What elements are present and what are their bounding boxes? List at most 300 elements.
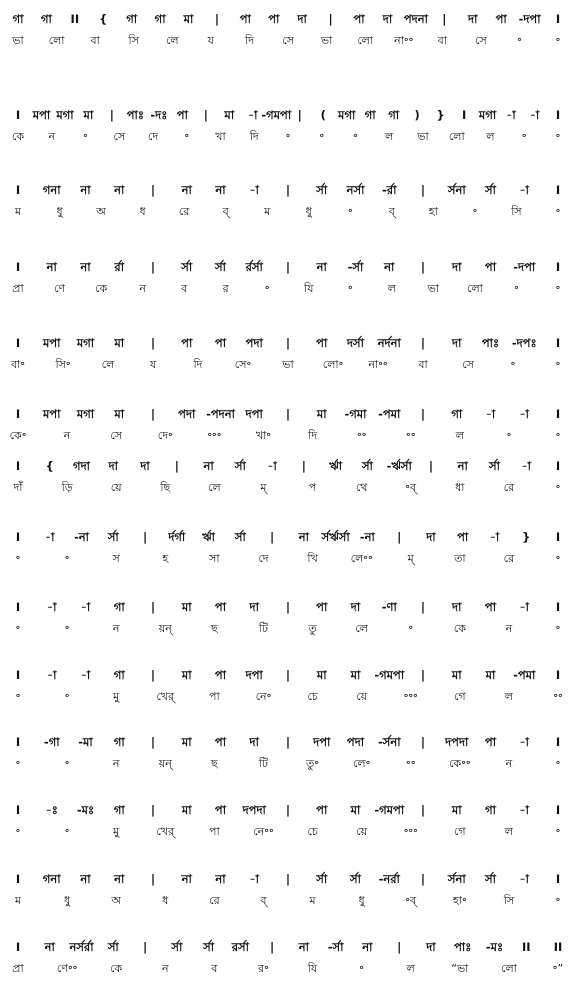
lyric-syllable: লো [500,962,517,975]
swara-note: -া [267,459,277,473]
lyric-line [0,280,580,298]
swara-note: দা [452,336,462,350]
lyric-syllable: য়ে [356,690,368,703]
lyric-syllable: লো [448,130,465,143]
lyric-line [0,550,580,568]
swara-note: } [522,530,531,544]
lyric-line [0,620,580,638]
swara-note: -দপঃ [511,336,537,350]
swara-note: II [553,940,563,954]
swara-note: I [15,668,21,682]
lyric-line [0,892,580,910]
lyric-syllable: ॰ [555,282,561,295]
swara-note: না [114,183,125,197]
lyric-syllable: চে [307,690,318,703]
swara-note: গদা [73,459,90,473]
lyric-syllable: ল [486,130,495,143]
lyric-syllable: নে॰॰ [253,825,274,838]
swara-note: | [420,600,426,614]
swara-note: র্সা [107,940,119,954]
swara-note: | [285,183,291,197]
lyric-syllable: ল [406,962,415,975]
lyric-syllable: টি [258,757,269,770]
lyric-syllable: ॰ [285,130,291,143]
lyric-syllable: ন [161,962,169,975]
lyric-syllable: ॰ [521,130,527,143]
swara-note: র্সা [203,940,215,954]
lyric-syllable: ন [48,130,56,143]
lyric-syllable: ॰ [555,622,561,635]
lyric-syllable: ণে॰॰ [56,962,78,975]
lyric-syllable: য়ন্ [158,757,172,770]
swara-note: দা [426,940,436,954]
swara-note: না [384,260,395,274]
swara-note: -া [521,459,531,473]
notation-stave [0,870,580,914]
notation-stave [0,181,580,225]
swara-note: -দপা [513,260,536,274]
swara-note: পা [484,260,497,274]
swara-note: দা [249,735,259,749]
lyric-syllable: ॰ [15,757,21,770]
lyric-syllable: লো [466,282,483,295]
swara-line [0,938,580,956]
notation-stave [0,334,580,378]
swara-line [0,598,580,616]
swara-line [0,258,580,276]
lyric-syllable: ॰ [514,282,519,295]
lyric-syllable: ন [63,429,71,442]
lyric-syllable: ॰ [15,622,21,635]
lyric-syllable: ছ [211,757,218,770]
lyric-syllable: হা [428,205,438,218]
lyric-syllable: ॰ [15,552,21,565]
swara-note: মা [114,336,125,350]
swara-note: | [150,407,156,421]
swara-note: -া [519,735,529,749]
lyric-syllable: সে [462,358,474,371]
swara-note: মা [350,668,361,682]
swara-note: দা [249,600,259,614]
swara-note: -া [519,183,529,197]
swara-note: র্সা [215,260,226,274]
swara-note: না [181,872,192,886]
lyric-syllable: ন [505,757,513,770]
swara-note: না [215,183,226,197]
swara-note: I [15,108,21,122]
lyric-syllable: দি [193,358,203,371]
lyric-line [0,688,580,706]
swara-note: মগা [478,108,497,122]
lyric-syllable: বা [90,34,100,47]
swara-note: দপা [245,668,263,682]
lyric-syllable: র॰ [258,962,269,975]
lyric-syllable: ॰ [64,825,70,838]
swara-note: দা [452,600,462,614]
swara-note: | [150,668,156,682]
lyric-line [0,32,580,50]
notation-stave [0,666,580,710]
lyric-syllable: ॰ [64,552,70,565]
lyric-syllable: ॰ [15,690,21,703]
lyric-syllable: ॰ [555,481,561,494]
notation-stave [0,457,580,501]
swara-note: -া [519,872,529,886]
swara-note: -া [80,600,91,614]
swara-note: | [285,735,291,749]
lyric-syllable: সে [282,34,294,47]
swara-note: পদা [245,336,263,350]
lyric-syllable: প্রা [12,282,24,295]
lyric-syllable: রে [209,894,220,907]
swara-note: র্সা [171,940,183,954]
swara-note: | [174,459,179,473]
swara-note: মা [451,803,462,817]
swara-note: I [555,459,561,473]
swara-note: | [420,668,426,682]
swara-note: -া [485,407,496,421]
lyric-syllable: ॰॰ [356,429,367,442]
lyric-syllable: ॰ [517,34,522,47]
swara-note: দর্সা [347,336,364,350]
swara-line [0,106,580,124]
lyric-syllable: সে [113,130,126,143]
lyric-syllable: খের্ [156,825,175,838]
swara-note: | [150,336,156,350]
swara-note: | [270,530,275,544]
swara-note: র্সনা [447,872,466,886]
swara-note: -গমপা [374,668,405,682]
swara-note: -পদনা [206,407,235,421]
swara-note: -নর্রা [378,872,400,886]
notation-stave [0,938,580,982]
lyric-syllable: লে॰॰ [350,552,373,565]
swara-note: পা [457,530,469,544]
swara-note: মপা [32,108,51,122]
swara-note: গা [113,803,125,817]
lyric-syllable: ॰ [64,622,70,635]
swara-note: না [298,530,309,544]
swara-note: -গমপা [261,108,292,122]
lyric-syllable: ম [14,205,22,218]
lyric-syllable: ম্ [260,481,267,494]
swara-note: I [555,530,561,544]
lyric-syllable: ব্ [222,205,229,218]
notation-stave [0,733,580,777]
swara-note: গা [126,12,138,26]
lyric-line [0,128,580,146]
swara-note: দা [297,12,307,26]
swara-note: | [142,940,148,954]
swara-note: পদা [178,407,196,421]
swara-note: দা [108,459,118,473]
swara-note: -মঃ [76,803,95,817]
swara-note: গা [388,108,400,122]
lyric-syllable: ম [264,205,271,218]
lyric-syllable: হ [162,552,169,565]
lyric-syllable: খা॰ [255,429,272,442]
lyric-syllable: নে॰ [255,690,272,703]
lyric-syllable: য়ন্ [158,622,172,635]
swara-note: | [420,260,426,274]
lyric-syllable: ॰ [353,130,358,143]
lyric-syllable: য [207,34,215,47]
lyric-syllable: দে॰ [157,429,173,442]
lyric-line [0,960,580,978]
swara-note: I [555,600,561,614]
lyric-syllable: ছ [211,622,218,635]
lyric-syllable: লে [165,34,179,47]
lyric-syllable: ॰॰॰ [403,825,418,838]
lyric-syllable: ল [455,429,464,442]
lyric-syllable: রে [503,481,515,494]
lyric-syllable: ব [211,962,218,975]
swara-note: মা [183,12,194,26]
lyric-syllable: মু [113,690,120,703]
lyric-syllable: তা [454,552,466,565]
lyric-syllable: খের্ [156,690,175,703]
swara-note: না [80,872,91,886]
swara-note: না [298,940,309,954]
swara-note: মা [224,108,235,122]
swara-note: মা [316,668,327,682]
swara-note: মপা [42,407,61,421]
swara-note: | [420,336,426,350]
swara-note: I [15,735,21,749]
notation-stave [0,106,580,150]
swara-note: গা [12,12,24,26]
lyric-syllable: বা॰ [11,358,25,371]
lyric-syllable: র [222,282,229,295]
swara-note: পা [214,336,227,350]
swara-note: I [15,530,21,544]
swara-note: পা [268,12,280,26]
swara-note: গা [113,668,125,682]
swara-note: র্সা [361,459,373,473]
swara-note: নর্সা [346,183,365,197]
swara-note: | [203,108,208,122]
swara-note: | [150,735,156,749]
swara-note: -া [45,530,55,544]
swara-note: -মা [78,735,93,749]
lyric-syllable: ধু [305,205,312,218]
lyric-syllable: ব্ [260,894,267,907]
lyric-line [0,427,580,445]
swara-note: র্সা [234,530,246,544]
swara-line [0,10,580,28]
lyric-syllable: ॰ [555,205,561,218]
lyric-line [0,823,580,841]
swara-note: দা [468,12,478,26]
swara-note: গা [364,108,376,122]
swara-note: -া [519,803,529,817]
swara-line [0,405,580,423]
lyric-syllable: সে [110,429,123,442]
lyric-syllable: বা [418,358,428,371]
lyric-syllable: ধু [63,894,71,907]
lyric-syllable: ভা [427,282,440,295]
lyric-syllable: যি [307,962,318,975]
lyric-syllable: ম [309,894,316,907]
swara-note: দপদা [445,735,469,749]
swara-note: | [442,12,447,26]
lyric-syllable: কে॰॰ [449,757,471,770]
lyric-syllable: ॰ [555,34,561,47]
lyric-syllable: যি [304,282,314,295]
swara-note: I [15,407,21,421]
swara-note: | [420,183,426,197]
swara-note: র্সা [234,459,246,473]
lyric-syllable: খি [307,552,318,565]
lyric-syllable: না॰॰ [394,34,414,47]
swara-note: | [150,260,156,274]
swara-note: মগা [76,407,95,421]
swara-note: র্রর্সা [245,260,263,274]
lyric-syllable: মু [113,825,120,838]
swara-note: ) [414,108,420,122]
swara-note: র্ঋা [202,530,216,544]
swara-note: -র্ঋর্সা [386,459,412,473]
swara-note: -মঃ [485,940,504,954]
swara-note: র্সা [181,260,193,274]
swara-note: -না [359,530,375,544]
lyric-syllable: ম [14,894,22,907]
lyric-syllable: ॰ [15,825,21,838]
swara-note: | [285,668,291,682]
lyric-line [0,479,580,497]
swara-note: মপা [42,336,61,350]
notation-stave [0,258,580,302]
swara-note: | [285,803,291,817]
lyric-syllable: ন [505,622,513,635]
notation-stave [0,528,580,572]
swara-line [0,801,580,819]
lyric-syllable: ॰ [555,552,561,565]
swara-note: -া [249,872,259,886]
swara-note: র্সা [350,872,361,886]
swara-note: পদা [346,735,365,749]
swara-note: গনা [42,872,61,886]
lyric-syllable: স [112,552,120,565]
swara-note: -র্সনা [377,735,401,749]
swara-note: -া [519,407,529,421]
swara-note: -না [74,530,90,544]
lyric-syllable: পা [209,690,220,703]
lyric-syllable: ধা [455,481,465,494]
swara-note: পা [316,336,328,350]
lyric-syllable: রে [503,552,515,565]
lyric-syllable: ॰ [264,282,270,295]
lyric-syllable: ॰ [555,130,561,143]
swara-note: I [555,407,561,421]
lyric-syllable: পা [209,825,220,838]
swara-note: পদনা [403,12,428,26]
lyric-syllable: অ [96,205,106,218]
swara-note: -পমা [378,407,401,421]
lyric-syllable: ন [139,282,146,295]
lyric-syllable: ॰ [555,429,561,442]
lyric-syllable: লে [355,622,368,635]
lyric-line [0,356,580,374]
swara-note: -র্সা [347,260,364,274]
swara-note: | [428,459,434,473]
swara-note: I [15,459,21,473]
lyric-syllable: ভা [282,358,294,371]
lyric-syllable: ॰॰ [553,690,563,703]
swara-note: -া [47,668,57,682]
lyric-syllable: কে [11,130,25,143]
swara-note: মা [181,600,192,614]
swara-note: I [461,108,467,122]
lyric-syllable: ॰ [506,429,512,442]
lyric-syllable: ল [504,825,514,838]
swara-note: II [70,12,80,26]
lyric-syllable: য়ে [356,825,368,838]
swara-note: মগা [56,108,74,122]
swara-line [0,334,580,352]
swara-note: I [555,668,561,682]
lyric-syllable: সি [128,34,139,47]
lyric-line [0,755,580,773]
lyric-syllable: খা [215,130,226,143]
notation-stave [0,405,580,449]
lyric-syllable: ল [385,130,394,143]
swara-line [0,870,580,888]
swara-note: র্সা [316,183,328,197]
lyric-syllable: ॰ [64,690,70,703]
lyric-syllable: সি [503,894,515,907]
lyric-syllable: তু॰ [306,757,320,770]
swara-note: দা [452,260,462,274]
lyric-syllable: ॰ [83,130,88,143]
lyric-syllable: ॰ [64,757,70,770]
swara-note: মা [114,407,125,421]
lyric-syllable: ছি [160,481,171,494]
swara-note: | [397,940,402,954]
lyric-syllable: ॰ [555,757,561,770]
swara-note: গা [154,12,166,26]
swara-note: নর্দনা [377,336,401,350]
lyric-syllable: ভা [320,34,333,47]
lyric-syllable: ণে [53,282,66,295]
lyric-syllable: সে [474,34,487,47]
lyric-syllable: লো॰ [322,358,344,371]
swara-note: রর্সা [231,940,249,954]
swara-note: I [555,336,561,350]
swara-note: { [45,459,54,473]
swara-note: -ঃ [45,803,58,817]
swara-note: মা [485,668,496,682]
swara-note: | [285,407,291,421]
swara-note: | [150,872,156,886]
swara-note: দা [350,600,361,614]
notation-stave [0,598,580,642]
swara-note: মা [181,668,192,682]
lyric-syllable: ॰ [408,622,414,635]
lyric-syllable: অ [111,894,121,907]
swara-note: | [285,600,291,614]
swara-note: না [203,459,214,473]
lyric-syllable: ভা [12,34,24,47]
lyric-syllable: ॰” [552,962,564,975]
lyric-syllable: সি [511,205,522,218]
lyric-syllable: ধু [56,205,63,218]
swara-note: পা [176,108,188,122]
lyric-syllable: দি [244,34,254,47]
swara-note: | [285,336,291,350]
swara-note: গা [485,803,496,817]
swara-note: -পমা [513,668,536,682]
